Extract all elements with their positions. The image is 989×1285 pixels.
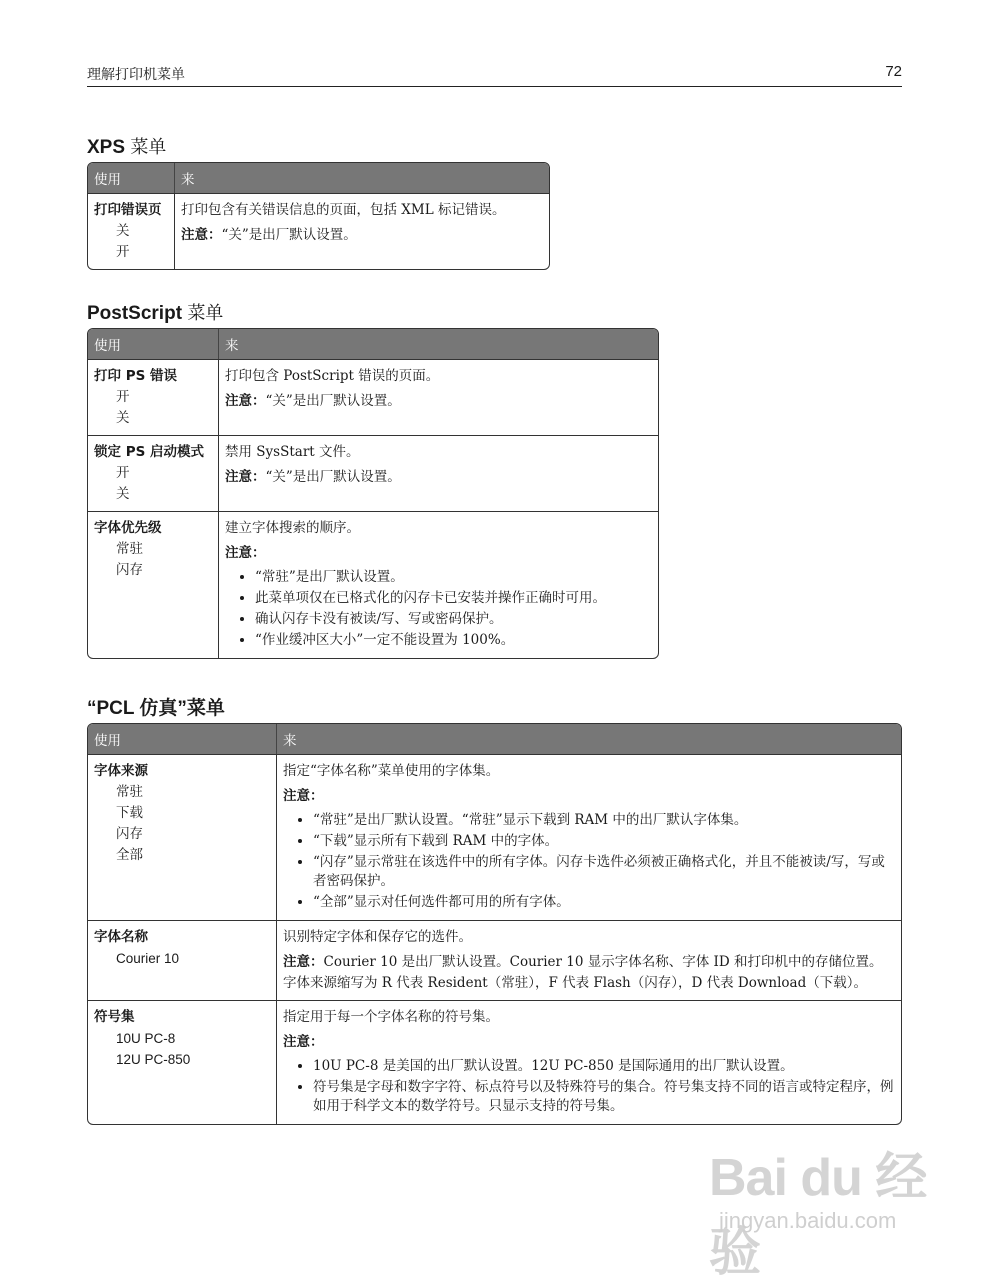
page-header <box>87 62 902 87</box>
list-item: • “全部”显示对任何选件都可用的所有字体。 <box>313 893 895 912</box>
option-value: Courier 10 <box>116 951 180 966</box>
postscript-title-latin: PostScript <box>87 303 183 324</box>
col-header-to: 来 <box>174 163 549 193</box>
option-name: 锁定 PS 启动模式 <box>94 444 205 460</box>
option-name: 字体来源 <box>94 763 148 779</box>
list-item: • “闪存”显示常驻在该选件中的所有字体。闪存卡选件必须被正确格式化，并且不能被读/写，写或者密码保护。 <box>313 853 895 891</box>
table-row <box>88 511 658 658</box>
option-cell <box>88 754 276 920</box>
option-cell <box>88 359 218 435</box>
watermark-logo: Bai du 经验 <box>709 1149 927 1282</box>
table-header-row <box>88 329 658 359</box>
note-label: 注意： <box>225 545 266 561</box>
table-header-row <box>88 163 549 193</box>
table-header-row <box>88 724 901 754</box>
option-value: 开 <box>116 389 130 405</box>
note <box>225 391 652 412</box>
option-name: 字体名称 <box>94 929 148 945</box>
watermark-url: jingyan.baidu.com <box>719 1208 897 1233</box>
note-label: 注意： <box>283 954 324 970</box>
note-label: 注意： <box>225 393 266 409</box>
option-name: 符号集 <box>94 1009 135 1025</box>
col-header-to: 来 <box>276 724 901 754</box>
option-cell <box>88 1000 276 1124</box>
list-item: • “常驻”是出厂默认设置。“常驻”显示下载到 RAM 中的出厂默认字体集。 <box>313 811 895 830</box>
option-name: 打印错误页 <box>94 202 162 218</box>
option-value: 全部 <box>116 847 143 863</box>
table-row <box>88 193 549 269</box>
description-cell <box>218 511 658 658</box>
note-text: “关”是出厂默认设置。 <box>265 393 401 409</box>
description-text: 指定“字体名称”菜单使用的字体集。 <box>283 763 500 779</box>
description-cell <box>276 920 901 1000</box>
option-value: 12U PC-850 <box>116 1052 191 1067</box>
col-header-use: 使用 <box>88 163 174 193</box>
description-text: 打印包含有关错误信息的页面，包括 XML 标记错误。 <box>181 202 506 218</box>
postscript-section-title <box>87 299 223 325</box>
option-value: 开 <box>116 465 130 481</box>
xps-title-latin: XPS <box>87 137 126 158</box>
option-value: 闪存 <box>116 562 143 578</box>
note-label: 注意： <box>283 788 324 804</box>
description-cell <box>276 1000 901 1124</box>
note <box>225 467 652 488</box>
table-row <box>88 359 658 435</box>
option-value: 10U PC-8 <box>116 1031 176 1046</box>
page-number: 72 <box>885 63 902 80</box>
postscript-title-cjk: 菜单 <box>187 303 224 324</box>
list-item: • “常驻”是出厂默认设置。 <box>255 568 652 587</box>
description-text: 识别特定字体和保存它的选件。 <box>283 929 472 945</box>
note-label: 注意： <box>283 1034 324 1050</box>
option-value: 闪存 <box>116 826 143 842</box>
note-label: 注意： <box>225 469 266 485</box>
option-value: 关 <box>116 223 130 239</box>
option-cell <box>88 511 218 658</box>
note <box>181 225 543 246</box>
note <box>225 543 652 564</box>
table-row <box>88 1000 901 1124</box>
col-header-use: 使用 <box>88 724 276 754</box>
list-item: • “下载”显示所有下载到 RAM 中的字体。 <box>313 832 895 851</box>
list-item: • “作业缓冲区大小”一定不能设置为 100%。 <box>255 631 652 650</box>
baidu-jingyan-watermark <box>689 1120 949 1282</box>
option-value: 常驻 <box>116 541 143 557</box>
note-text: “关”是出厂默认设置。 <box>265 469 401 485</box>
description-text: 指定用于每一个字体名称的符号集。 <box>283 1009 499 1025</box>
description-text: 禁用 SysStart 文件。 <box>225 444 360 460</box>
col-header-use: 使用 <box>88 329 218 359</box>
col-header-to: 来 <box>218 329 658 359</box>
note-bullet-list <box>283 811 895 912</box>
note-bullet-list <box>225 568 652 650</box>
option-value: 关 <box>116 486 130 502</box>
list-item: • 符号集是字母和数字字符、标点符号以及特殊符号的集合。符号集支持不同的语言或特定程序，例如用于科学文本的数学符号。只显示支持的符号集。 <box>313 1078 895 1116</box>
note <box>283 952 895 994</box>
pcl-section-title <box>87 693 225 720</box>
description-cell <box>174 193 549 269</box>
note <box>283 786 895 807</box>
note-label: 注意： <box>181 227 222 243</box>
option-name: 打印 PS 错误 <box>94 368 178 384</box>
pcl-title: “PCL 仿真”菜单 <box>87 698 225 719</box>
note <box>283 1032 895 1053</box>
postscript-menu-table <box>87 328 659 659</box>
option-cell <box>88 193 174 269</box>
description-cell <box>218 435 658 511</box>
xps-title-cjk: 菜单 <box>130 137 167 158</box>
note-text: “关”是出厂默认设置。 <box>221 227 357 243</box>
option-cell <box>88 920 276 1000</box>
list-item: • 此菜单项仅在已格式化的闪存卡已安装并操作正确时可用。 <box>255 589 652 608</box>
option-value: 关 <box>116 410 130 426</box>
option-value: 常驻 <box>116 784 143 800</box>
description-text: 打印包含 PostScript 错误的页面。 <box>225 368 440 384</box>
table-row <box>88 754 901 920</box>
option-cell <box>88 435 218 511</box>
description-cell <box>276 754 901 920</box>
description-text: 建立字体搜索的顺序。 <box>225 520 360 536</box>
option-name: 字体优先级 <box>94 520 162 536</box>
list-item: • 确认闪存卡没有被读/写、写或密码保护。 <box>255 610 652 629</box>
table-row <box>88 920 901 1000</box>
note-text: Courier 10 是出厂默认设置。Courier 10 显示字体名称、字体 ID 和打印机中的存储位置。字体来源缩写为 R 代表 Resident（常驻），F 代表 Flash（闪存），D 代表 Download（下载）。 <box>283 954 883 991</box>
header-title: 理解打印机菜单 <box>87 67 185 83</box>
option-value: 下载 <box>116 805 143 821</box>
note-bullet-list <box>283 1057 895 1116</box>
xps-section-title <box>87 133 166 159</box>
pcl-menu-table <box>87 723 902 1125</box>
table-row <box>88 435 658 511</box>
option-value: 开 <box>116 244 130 260</box>
list-item: • 10U PC-8 是美国的出厂默认设置。12U PC-850 是国际通用的出厂默认设置。 <box>313 1057 895 1076</box>
xps-menu-table <box>87 162 550 270</box>
description-cell <box>218 359 658 435</box>
